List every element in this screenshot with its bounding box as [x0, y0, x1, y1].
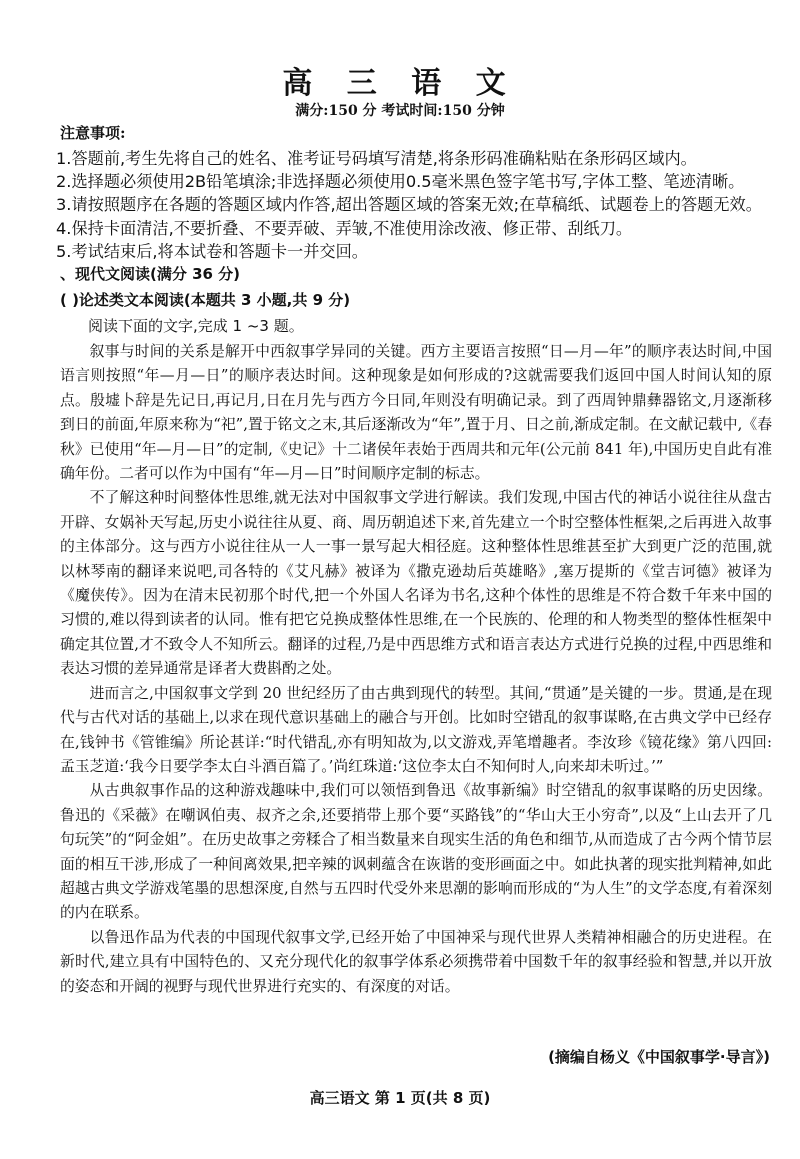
notes-title: 注意事项:	[60, 124, 126, 142]
page-footer: 高三语文 第 1 页(共 8 页)	[309, 1089, 491, 1107]
notes-item: 2.选择题必须使用2B铅笔填涂;非选择题必须使用0.5毫米黑色签字笔书写,字体工整、笔迹清晰。	[56, 172, 745, 192]
notes-item: 4.保持卡面清洁,不要折叠、不要弄破、弄皱,不准使用涂改液、修正带、刮纸刀。	[56, 218, 633, 238]
article-body	[60, 340, 772, 999]
exam-title: 高 三 语 文	[282, 66, 518, 101]
article-paragraph: 以鲁迅作品为代表的中国现代叙事文学,已经开始了中国神采与现代世界人类精神相融合的历史进程。在新时代,建立具有中国特色的、又充分现代化的叙事学体系必须携带着中国数千年的叙事经验和智慧,并以开放的姿态和开阔的视野与现代世界进行充实的、有深度的对话。	[60, 928, 772, 995]
exam-subtitle: 满分:150 分 考试时间:150 分钟	[295, 103, 505, 119]
section-subheading: ( )论述类文本阅读(本题共 3 小题,共 9 分)	[60, 291, 351, 309]
notes-list	[56, 147, 762, 263]
article-source: (摘编自杨义《中国叙事学·导言》)	[548, 1048, 770, 1066]
notes-item: 5.考试结束后,将本试卷和答题卡一并交回。	[56, 241, 368, 261]
article-paragraph: 不了解这种时间整体性思维,就无法对中国叙事文学进行解读。我们发现,中国古代的神话小说往往从盘古开辟、女娲补天写起,历史小说往往从夏、商、周历朝追述下来,首先建立一个时空整体性框架,之后再进入故事的主体部分。这与西方小说往往从一人一事一景写起大相径庭。这种整体性思维甚至扩大到更广泛的范围,就以林琴南的翻译来说吧,司各特的《艾凡赫》被译为《撒克逊劫后英雄略》,塞万提斯的《堂吉诃德》被译为《魔侠传》。因为在清末民初那个时代,把一个外国人名译为书名,这种个体性的思维是不符合数千年来中国的习惯的,难以得到读者的认同。惟有把它兑换成整体性思维,在一个民族的、伦理的和人物类型的整体性框架中确定其位置,才不致令人不知所云。翻译的过程,乃是中西思维方式和语言表达方式进行兑换的过程,中西思维和表达习惯的差异通常是译者大费斟酌之处。	[60, 489, 772, 678]
notes-item: 3.请按照题序在各题的答题区域内作答,超出答题区域的答案无效;在草稿纸、试题卷上的答题无效。	[56, 195, 762, 215]
notes-item: 1.答题前,考生先将自己的姓名、准考证号码填写清楚,将条形码准确粘贴在条形码区域内。	[56, 149, 697, 168]
article-paragraph: 从古典叙事作品的这种游戏趣味中,我们可以领悟到鲁迅《故事新编》时空错乱的叙事谋略的历史因缘。鲁迅的《采薇》在嘲讽伯夷、叔齐之余,还要捎带上那个要“买路钱”的“华山大王小穷奇”,以及“上山去开了几句玩笑”的“阿金姐”。在历史故事之旁糅合了相当数量来自现实生活的角色和细节,从而造成了古今两个情节层面的相互干涉,形成了一种间离效果,把辛辣的讽刺蕴含在诙谐的变形画面之中。如此执著的现实批判精神,如此超越古典文学游戏笔墨的思想深度,自然与五四时代受外来思潮的影响而形成的“为人生”的文学态度,有着深刻的内在联系。	[60, 782, 772, 922]
article-paragraph: 叙事与时间的关系是解开中西叙事学异同的关键。西方主要语言按照“日—月—年”的顺序表达时间,中国语言则按照“年—月—日”的顺序表达时间。这种现象是如何形成的?这就需要我们返回中国人时间认知的原点。殷墟卜辞是先记日,再记月,日在月先与西方今日同,年则没有明确记录。到了西周钟鼎彝器铭文,月逐渐移到日的前面,年原来称为“祀”,置于铭文之末,其后逐渐改为“年”,置于月、日之前,渐成定制。在文献记载中,《春秋》已使用“年—月—日”的定制,《史记》十二诸侯年表始于西周共和元年(公元前 841 年),中国历史自此有准确年份。二者可以作为中国有“年—月—日”时间顺序定制的标志。	[60, 343, 772, 483]
section-heading: 、现代文阅读(满分 36 分)	[60, 265, 241, 283]
reading-instruction: 阅读下面的文字,完成 1 ~3 题。	[88, 317, 304, 335]
article-paragraph: 进而言之,中国叙事文学到 20 世纪经历了由古典到现代的转型。其间,“贯通”是关键的一步。贯通,是在现代与古代对话的基础上,以求在现代意识基础上的融合与开创。比如时空错乱的叙事谋略,在古典文学中已经存在,钱钟书《管锥编》所论甚详:“时代错乱,亦有明知故为,以文游戏,弄笔增趣者。李汝珍《镜花缘》第八四回:孟玉芝道:‘我今日要学李太白斗酒百篇了。’尚红珠道:‘这位李太白不知何时人,向来却未听过。’”	[60, 684, 772, 775]
